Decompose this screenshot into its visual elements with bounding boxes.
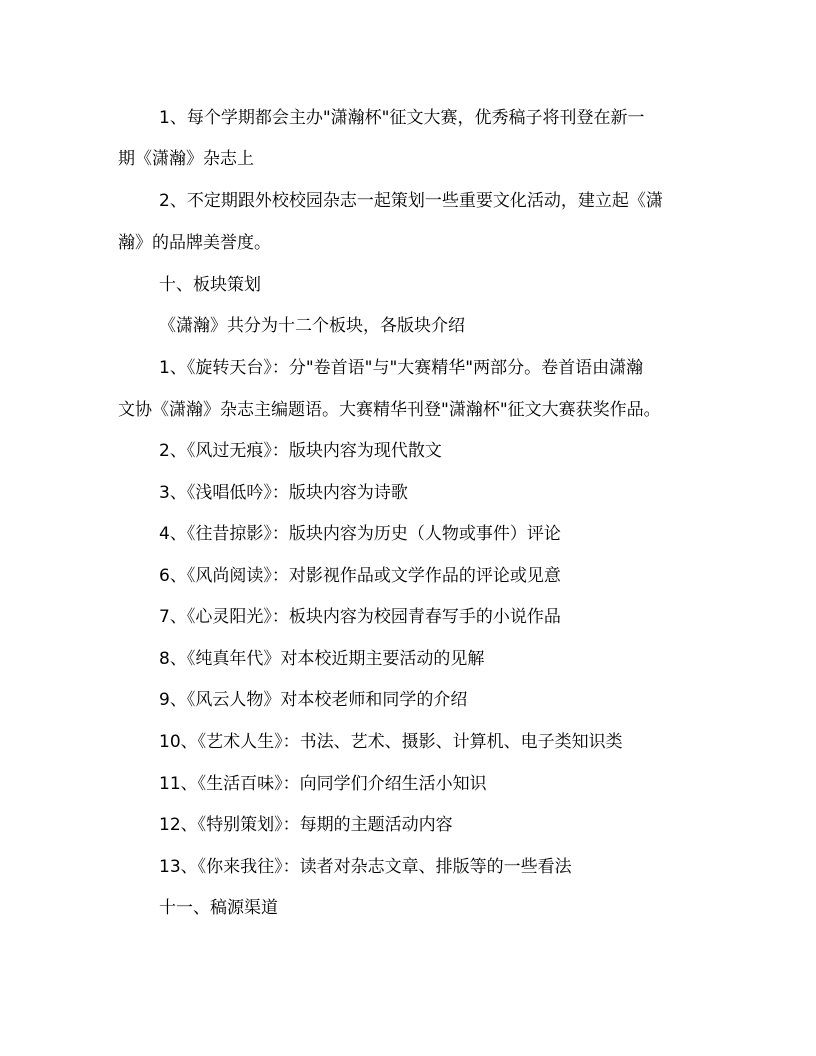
list-item: 13、《你来我往》：读者对杂志文章、排版等的一些看法	[159, 857, 572, 877]
list-item: 6、《风尚阅读》：对影视作品或文学作品的评论或见意	[159, 566, 561, 586]
list-item: 4、《往昔掠影》：版块内容为历史（人物或事件）评论	[159, 524, 561, 544]
list-item: 11、《生活百味》：向同学们介绍生活小知识	[159, 774, 487, 794]
paragraph-line: 《潇瀚》共分为十二个板块，各版块介绍	[159, 316, 465, 336]
list-item: 2、《风过无痕》：版块内容为现代散文	[159, 441, 442, 461]
list-item: 7、《心灵阳光》：板块内容为校园青春写手的小说作品	[159, 607, 561, 627]
list-item: 3、《浅唱低吟》：版块内容为诗歌	[159, 483, 408, 503]
paragraph-line: 2、不定期跟外校校园杂志一起策划一些重要文化活动，建立起《潇	[159, 191, 663, 211]
list-item: 8、《纯真年代》对本校近期主要活动的见解	[159, 649, 485, 669]
paragraph-line: 1、《旋转天台》：分"卷首语"与"大赛精华"两部分。卷首语由潇瀚	[159, 358, 644, 378]
section-heading: 十、板块策划	[159, 275, 261, 295]
paragraph-line: 瀚》的品牌美誉度。	[118, 233, 271, 253]
paragraph-line: 期《潇瀚》杂志上	[118, 149, 254, 169]
list-item: 12、《特别策划》：每期的主题活动内容	[159, 815, 453, 835]
paragraph-line: 1、每个学期都会主办"潇瀚杯"征文大赛，优秀稿子将刊登在新一	[159, 108, 645, 128]
paragraph-line: 文协《潇瀚》杂志主编题语。大赛精华刊登"潇瀚杯"征文大赛获奖作品。	[118, 400, 661, 420]
list-item: 9、《风云人物》对本校老师和同学的介绍	[159, 690, 468, 710]
list-item: 10、《艺术人生》：书法、艺术、摄影、计算机、电子类知识类	[159, 732, 623, 752]
section-heading: 十一、稿源渠道	[159, 898, 278, 918]
